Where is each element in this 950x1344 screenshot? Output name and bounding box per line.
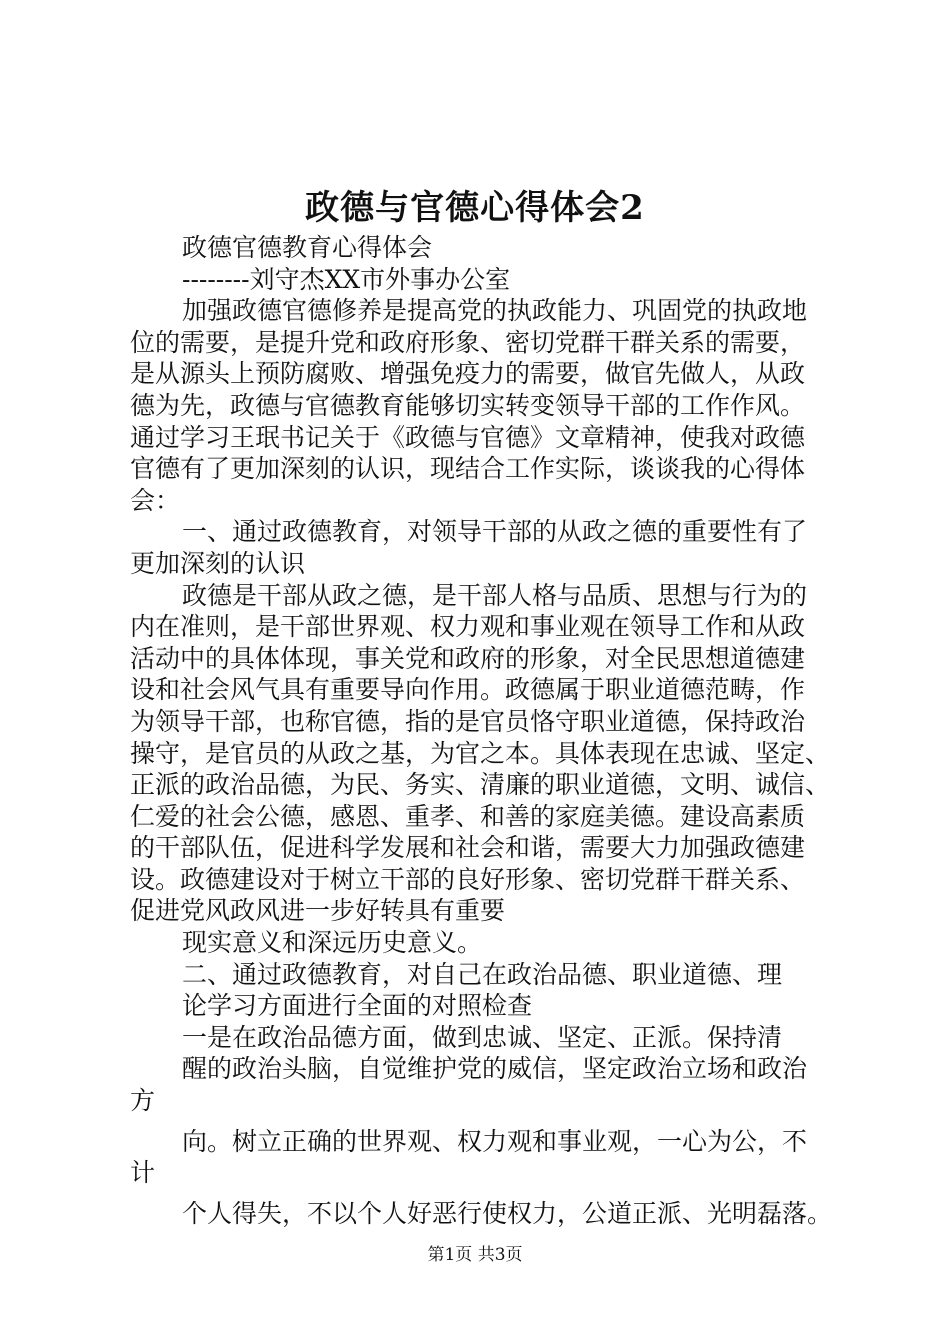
text-line: 内在准则，是干部世界观、权力观和事业观在领导工作和从政 bbox=[130, 612, 806, 642]
document-body bbox=[130, 232, 850, 1229]
text-line: 论学习方面进行全面的对照检查 bbox=[182, 991, 533, 1021]
paragraph-gap bbox=[130, 1189, 850, 1198]
text-line: 促进党风政风进一步好转具有重要 bbox=[130, 896, 506, 926]
text-line: 加强政德官德修养是提高党的执政能力、巩固党的执政地 bbox=[182, 296, 808, 326]
text-line: 醒的政治头脑，自觉维护党的威信，坚定政治立场和政治 bbox=[182, 1054, 808, 1084]
text-line: 设。政德建设对于树立干部的良好形象、密切党群干群关系、 bbox=[130, 864, 806, 894]
text-line: 操守，是官员的从政之基，为官之本。具体表现在忠诚、坚定、 bbox=[130, 738, 831, 768]
text-line: 向。树立正确的世界观、权力观和事业观，一心为公，不 bbox=[182, 1126, 808, 1156]
text-line: 政德是干部从政之德，是干部人格与品质、思想与行为的 bbox=[182, 580, 808, 610]
text-line: 德为先，政德与官德教育能够切实转变领导干部的工作作风。 bbox=[130, 390, 806, 420]
text-line: 正派的政治品德，为民、务实、清廉的职业道德，文明、诚信、 bbox=[130, 770, 831, 800]
text-line: 为领导干部，也称官德，指的是官员恪守职业道德，保持政治 bbox=[130, 706, 806, 736]
text-line: 政德官德教育心得体会 bbox=[182, 233, 433, 262]
text-line: 官德有了更加深刻的认识，现结合工作实际，谈谈我的心得体 bbox=[130, 454, 806, 484]
text-line: 仁爱的社会公德，感恩、重孝、和善的家庭美德。建设高素质 bbox=[130, 801, 806, 831]
text-line: 通过学习王珉书记关于《政德与官德》文章精神，使我对政德 bbox=[130, 422, 806, 452]
text-line: 的干部队伍，促进科学发展和社会和谐，需要大力加强政德建 bbox=[130, 833, 806, 863]
text-line: 个人得失，不以个人好恶行使权力，公道正派、光明磊落。 bbox=[182, 1198, 833, 1228]
text-line: 位的需要，是提升党和政府形象、密切党群干群关系的需要， bbox=[130, 327, 806, 357]
text-line: 计 bbox=[130, 1158, 156, 1188]
text-line: 现实意义和深远历史意义。 bbox=[182, 928, 483, 958]
page-footer: 第1页 共3页 bbox=[427, 1245, 523, 1265]
text-line: 更加深刻的认识 bbox=[130, 548, 306, 578]
text-line: 活动中的具体体现，事关党和政府的形象，对全民思想道德建 bbox=[130, 643, 806, 673]
paragraph-gap bbox=[130, 1117, 850, 1126]
text-line: 会： bbox=[130, 485, 181, 515]
text-line: 二、通过政德教育，对自己在政治品德、职业道德、理 bbox=[182, 959, 783, 989]
text-line: --------刘守杰XX市外事办公室 bbox=[182, 264, 511, 294]
text-line: 一、通过政德教育，对领导干部的从政之德的重要性有了 bbox=[182, 517, 808, 547]
text-line: 是从源头上预防腐败、增强免疫力的需要，做官先做人，从政 bbox=[130, 359, 806, 389]
text-line: 方 bbox=[130, 1086, 156, 1116]
text-line: 设和社会风气具有重要导向作用。政德属于职业道德范畴，作 bbox=[130, 675, 806, 705]
document-title: 政德与官德心得体会2 bbox=[305, 188, 645, 228]
text-line: 一是在政治品德方面，做到忠诚、坚定、正派。保持清 bbox=[182, 1022, 783, 1052]
